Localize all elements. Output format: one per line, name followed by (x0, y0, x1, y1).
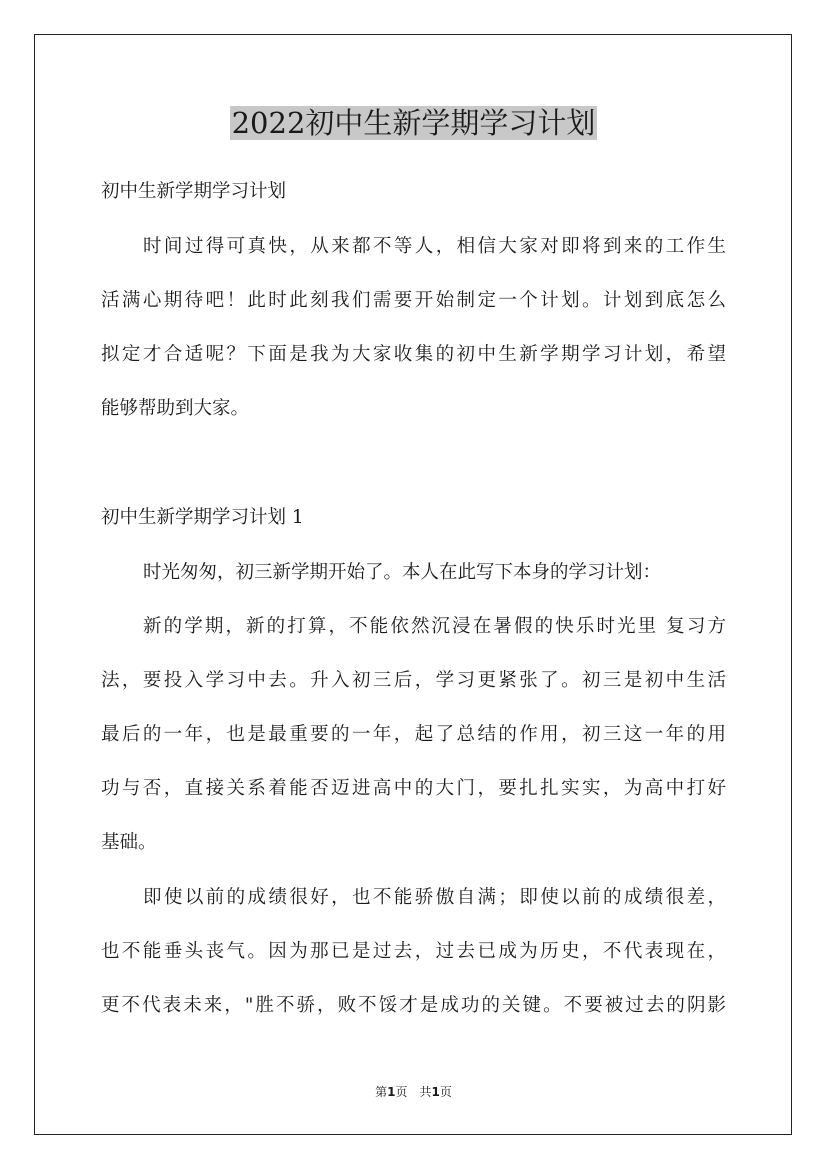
paragraph-line: 即使以前的成绩很好，也不能骄傲自满；即使以前的成绩很差， (143, 887, 726, 908)
document-title-text: 2022初中生新学期学习计划 (231, 106, 596, 140)
paragraph-line: 法，要投入学习中去。升入初三后，学习更紧张了。初三是初中生活 (101, 670, 726, 691)
paragraph-line: 功与否，直接关系着能否迈进高中的大门，要扎扎实实，为高中打好 (101, 778, 726, 799)
paragraph-line: 基础。 (101, 832, 157, 853)
footer-total-suffix: 页 (439, 1085, 452, 1099)
paragraph-line: 时光匆匆，初三新学期开始了。本人在此写下本身的学习计划： (143, 562, 662, 583)
intro-line: 时间过得可真快，从来都不等人，相信大家对即将到来的工作生 (143, 236, 726, 257)
paragraph-line: 新的学期，新的打算，不能依然沉浸在暑假的快乐时光里 复习方 (143, 616, 726, 637)
footer-page-number: 1 (387, 1085, 396, 1099)
page-footer (0, 1084, 827, 1100)
paragraph-line: 也不能垂头丧气。因为那已是过去，过去已成为历史，不代表现在， (101, 941, 726, 962)
intro-line: 活满心期待吧！此时此刻我们需要开始制定一个计划。计划到底怎么 (101, 290, 726, 311)
footer-page-prefix: 第 (375, 1085, 388, 1099)
footer-page-suffix: 页 (395, 1085, 408, 1099)
section-heading: 初中生新学期学习计划 1 (101, 507, 304, 528)
document-title (0, 100, 827, 146)
footer-total-number: 1 (431, 1085, 440, 1099)
paragraph-line: 最后的一年，也是最重要的一年，起了总结的作用，初三这一年的用 (101, 724, 726, 745)
intro-line: 能够帮助到大家。 (101, 398, 250, 419)
intro-line: 拟定才合适呢？下面是我为大家收集的初中生新学期学习计划，希望 (101, 344, 726, 365)
section-heading: 初中生新学期学习计划 (101, 181, 287, 202)
paragraph-line: 更不代表未来，"胜不骄，败不馁才是成功的关键。不要被过去的阴影 (101, 995, 726, 1016)
footer-total-prefix: 共 (419, 1085, 432, 1099)
